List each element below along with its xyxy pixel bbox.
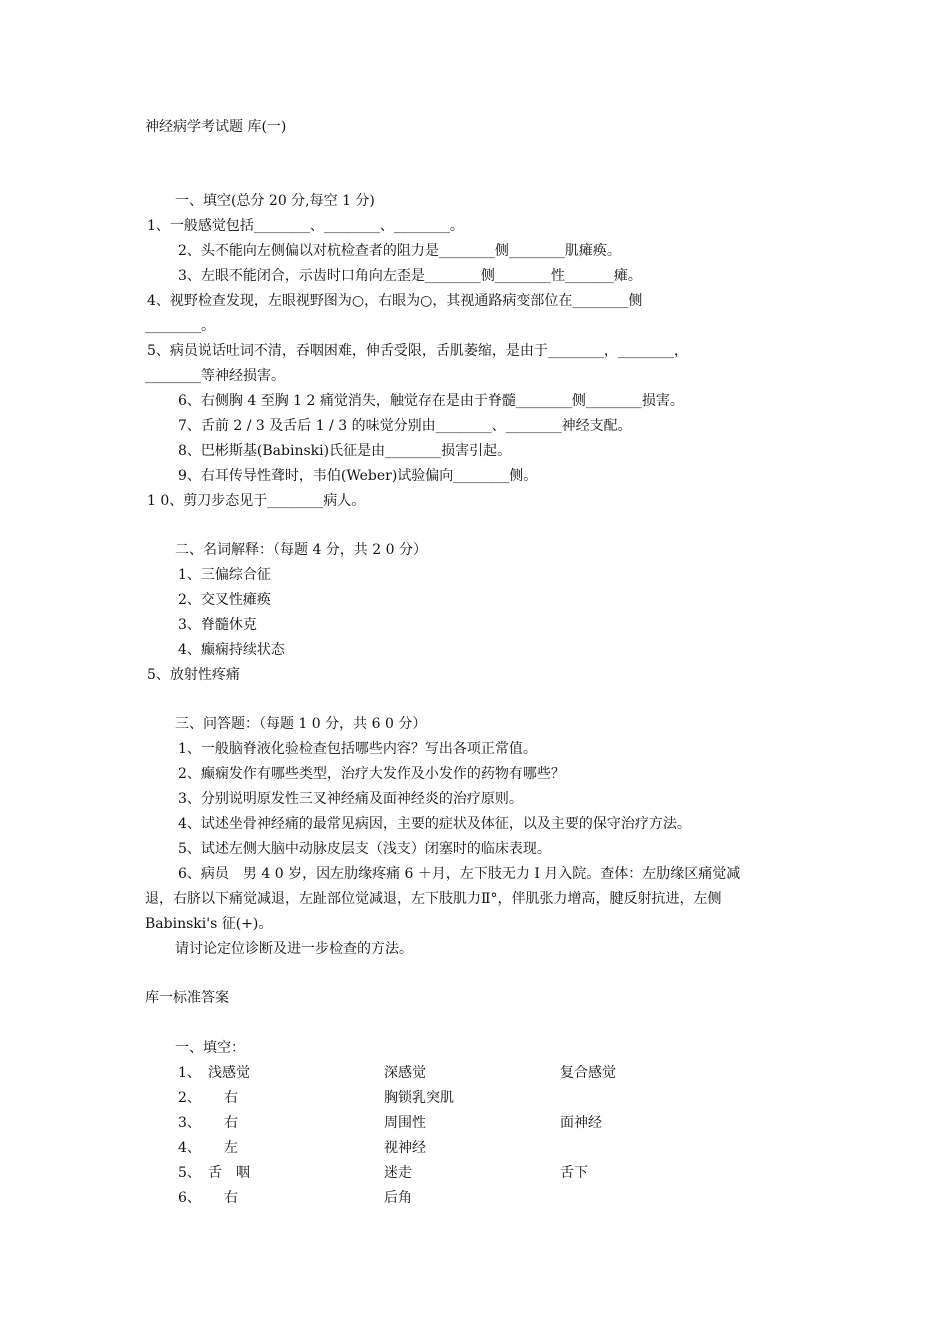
essay-question-1: 1、一般脑脊液化验检查包括哪些内容？写出各项正常值。 (178, 741, 537, 757)
essay-question-6-line1: 6、病员 男 4 0 岁，因左肋缘疼痛 6 ＋月，左下肢无力 I 月入院。查体：左肋缘区痛觉减 (178, 866, 741, 882)
answer-col-b: 周围性 (384, 1115, 426, 1131)
essay-question-3: 3、分别说明原发性三叉神经痛及面神经炎的治疗原则。 (178, 791, 523, 807)
essay-question-2: 2、癫痫发作有哪些类型，治疗大发作及小发作的药物有哪些？ (178, 766, 565, 782)
fill-question-5-line1: 5、病员说话吐词不清，吞咽困难，伸舌受限，舌肌萎缩，是由于________，________， (147, 343, 688, 359)
answer-col-c: 舌下 (560, 1165, 588, 1181)
term-item-2: 2、交叉性瘫痪 (178, 592, 271, 608)
answer-col-a: 浅感觉 (208, 1065, 250, 1081)
essay-question-4: 4、试述坐骨神经痛的最常见病因，主要的症状及体征，以及主要的保守治疗方法。 (178, 816, 691, 832)
fill-question-9: 9、右耳传导性聋时，韦伯(Weber)试验偏向________侧。 (178, 468, 538, 484)
answer-num: 1、 (178, 1065, 201, 1081)
section1-heading: 一、填空(总分 20 分,每空 1 分) (175, 193, 375, 209)
answer-col-c: 面神经 (560, 1115, 602, 1131)
answer-num: 3、 (178, 1115, 201, 1131)
answer-num: 4、 (178, 1140, 201, 1156)
fill-question-3: 3、左眼不能闭合，示齿时口角向左歪是________侧________性_______瘫。 (178, 268, 642, 284)
answer-col-a: 右 (224, 1115, 238, 1131)
answers-title: 库一标准答案 (145, 990, 229, 1006)
fill-question-5-line2: ________等神经损害。 (145, 368, 285, 384)
essay-question-6-line3: Babinski's 征(+)。 (145, 916, 273, 932)
answer-col-b: 深感觉 (384, 1065, 426, 1081)
fill-question-6: 6、右侧胸 4 至胸 1 2 痛觉消失，触觉存在是由于脊髓________侧________损害。 (178, 393, 684, 409)
answer-col-a: 右 (224, 1190, 238, 1206)
answer-col-b: 视神经 (384, 1140, 426, 1156)
essay-question-5: 5、试述左侧大脑中动脉皮层支（浅支）闭塞时的临床表现。 (178, 841, 551, 857)
answer-col-a: 右 (224, 1090, 238, 1106)
answer-num: 6、 (178, 1190, 201, 1206)
answer-col-a: 左 (224, 1140, 238, 1156)
fill-question-7: 7、舌前 2 / 3 及舌后 1 / 3 的味觉分别由________、________神经支配。 (178, 418, 632, 434)
answer-num: 5、 (178, 1165, 201, 1181)
section3-heading: 三、问答题：（每题 1 0 分，共 6 0 分） (175, 716, 427, 732)
fill-question-1: 1、一般感觉包括________、________、________。 (147, 218, 464, 234)
term-item-3: 3、脊髓休克 (178, 617, 257, 633)
fill-question-4-line2: ________。 (145, 318, 215, 334)
essay-question-6-line2: 退，右脐以下痛觉减退，左趾部位觉减退，左下肢肌力Ⅱ°，伴肌张力增高，腱反射抗进，左侧 (145, 891, 722, 907)
document-title: 神经病学考试题 库(一) (145, 119, 287, 135)
answer-col-b: 后角 (384, 1190, 412, 1206)
fill-question-2: 2、头不能向左侧偏以对杭检查者的阻力是________侧________肌瘫痪。 (178, 243, 621, 259)
fill-question-4-line1: 4、视野检查发现，左眼视野图为○，右眼为○，其视通路病变部位在________侧 (147, 293, 643, 309)
answer-col-b: 胸锁乳突肌 (384, 1090, 454, 1106)
section2-heading: 二、名词解释：（每题 4 分，共 2 0 分） (175, 542, 427, 558)
answers-heading: 一、填空： (175, 1040, 245, 1056)
answer-col-a: 舌 咽 (208, 1165, 250, 1181)
term-item-5: 5、放射性疼痛 (147, 667, 240, 683)
answer-col-b: 迷走 (384, 1165, 412, 1181)
essay-question-6-line4: 请讨论定位诊断及进一步检查的方法。 (175, 941, 413, 957)
term-item-4: 4、癫痫持续状态 (178, 642, 285, 658)
answer-num: 2、 (178, 1090, 201, 1106)
fill-question-10: 1 0、剪刀步态见于________病人。 (147, 493, 366, 509)
answer-col-c: 复合感觉 (560, 1065, 616, 1081)
term-item-1: 1、三偏综合征 (178, 567, 271, 583)
fill-question-8: 8、巴彬斯基(Babinski)氏征是由________损害引起。 (178, 443, 512, 459)
